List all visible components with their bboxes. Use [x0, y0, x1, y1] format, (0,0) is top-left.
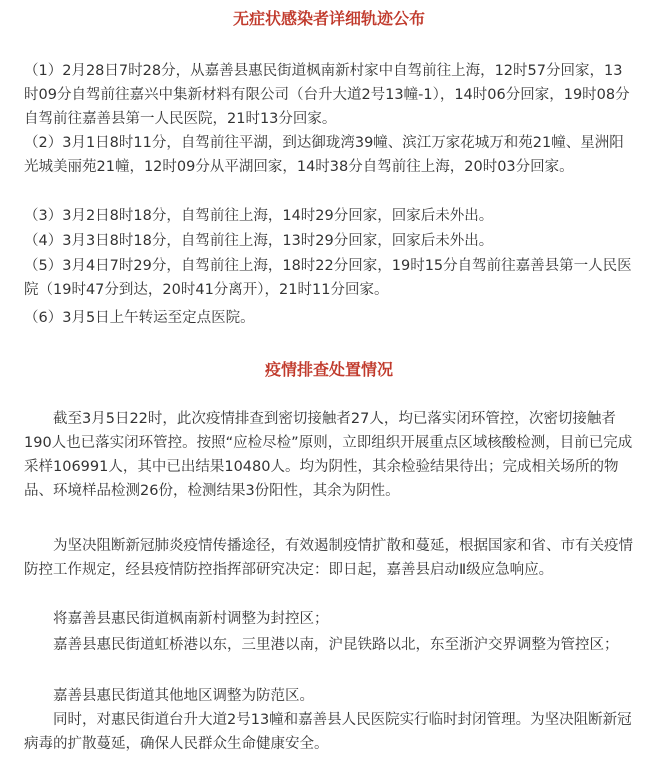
control-area-prevention: 嘉善县惠民街道其他地区调整为防范区。: [53, 688, 314, 704]
section-title-investigation: 疫情排查处置情况: [264, 360, 393, 379]
trajectory-item-1: （1）2月28日7时28分，从嘉善县惠民街道枫南新村家中自驾前往上海，12时57分回家，13时09分自驾前往嘉兴中集新材料有限公司（台升大道2号13幢-1），14时06分回家，19时08分自驾前往嘉善县第一人民医院，21时13分回家。: [24, 63, 630, 127]
trajectory-item-3: （3）3月2日8时18分，自驾前往上海，14时29分回家，回家后未外出。: [24, 208, 494, 224]
investigation-paragraph-closing: 同时，对惠民街道台升大道2号13幢和嘉善县人民医院实行临时封闭管理。为坚决阻断新冠病毒的扩散蔓延，确保人民群众生命健康安全。: [24, 712, 632, 752]
investigation-paragraph-1: 截至3月5日22时，此次疫情排查到密切接触者27人，均已落实闭环管控，次密切接触者190人也已落实闭环管控。按照“应检尽检”原则，立即组织开展重点区域核酸检测，目前已完成采样106991人，其中已出结果10480人。均为阴性，其余检验结果待出；完成相关场所的物品、环境样品检测26份，检测结果3份阳性，其余为阴性。: [24, 411, 633, 499]
trajectory-item-4: （4）3月3日8时18分，自驾前往上海，13时29分回家，回家后未外出。: [24, 233, 494, 249]
investigation-paragraph-2: 为坚决阻断新冠肺炎疫情传播途径，有效遏制疫情扩散和蔓延，根据国家和省、市有关疫情防控工作规定，经县疫情防控指挥部研究决定：即日起，嘉善县启动Ⅱ级应急响应。: [24, 538, 633, 578]
section-title-trajectory: 无症状感染者详细轨迹公布: [232, 9, 425, 28]
trajectory-item-5: （5）3月4日7时29分，自驾前往上海，18时22分回家，19时15分自驾前往嘉善县第一人民医院（19时47分到达，20时41分离开），21时11分回家。: [24, 258, 632, 298]
trajectory-item-2: （2）3月1日8时11分，自驾前往平湖，到达御珑湾39幢、滨江万家花城万和苑21幢、星洲阳光城美丽苑21幢，12时09分从平湖回家，14时38分自驾前往上海，20时03分回家。: [24, 135, 624, 175]
trajectory-item-6: （6）3月5日上午转运至定点医院。: [24, 310, 255, 326]
control-area-sealed: 将嘉善县惠民街道枫南新村调整为封控区；: [53, 611, 329, 627]
control-area-managed: 嘉善县惠民街道虹桥港以东，三里港以南，沪昆铁路以北，东至浙沪交界调整为管控区；: [53, 637, 619, 653]
